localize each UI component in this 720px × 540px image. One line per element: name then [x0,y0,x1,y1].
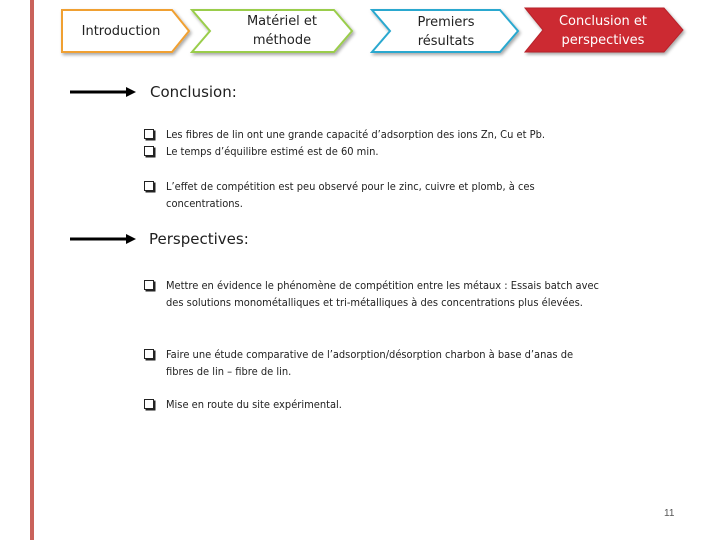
checkbox-bullet-icon [144,280,154,290]
perspectives-heading: Perspectives: [149,230,249,248]
conclusion-list [144,126,624,160]
checkbox-bullet-icon [144,129,154,139]
checkbox-bullet-icon [144,349,154,359]
arrow-right-icon [70,231,140,247]
list-item: Mise en route du site expérimental. [144,396,594,413]
nav-introduction-label[interactable]: Introduction [81,24,161,39]
arrow-right-icon [70,84,140,100]
list-item: Mettre en évidence le phénomène de compétition entre les métaux : Essais batch avec des solutions monométalliques et tri-métalliques à des concentrations plus élevées. [144,277,606,311]
list-item: Faire une étude comparative de l’adsorption/désorption charbon à base d’anas de fibres de lin – fibre de lin. [144,346,594,380]
nav-materiel-label[interactable]: Matériel et méthode [246,14,318,48]
checkbox-bullet-icon [144,181,154,191]
left-accent-bar [30,0,34,540]
perspectives-list-3 [144,396,594,413]
perspectives-list-1 [144,277,606,311]
list-item: L’effet de compétition est peu observé pour le zinc, cuivre et plomb, à ces concentrations. [144,178,604,212]
page-number: 11 [664,508,675,519]
checkbox-bullet-icon [144,146,154,156]
nav-conclusion-label[interactable]: Conclusion et perspectives [558,14,648,48]
nav-resultats-label[interactable]: Premiers résultats [417,15,475,49]
list-item: Les fibres de lin ont une grande capacité d’adsorption des ions Zn, Cu et Pb. [144,126,624,143]
conclusion-heading: Conclusion: [150,83,237,101]
list-item: Le temps d’équilibre estimé est de 60 min. [144,143,624,160]
checkbox-bullet-icon [144,399,154,409]
conclusion-list-extra [144,178,604,212]
perspectives-list-2 [144,346,594,380]
